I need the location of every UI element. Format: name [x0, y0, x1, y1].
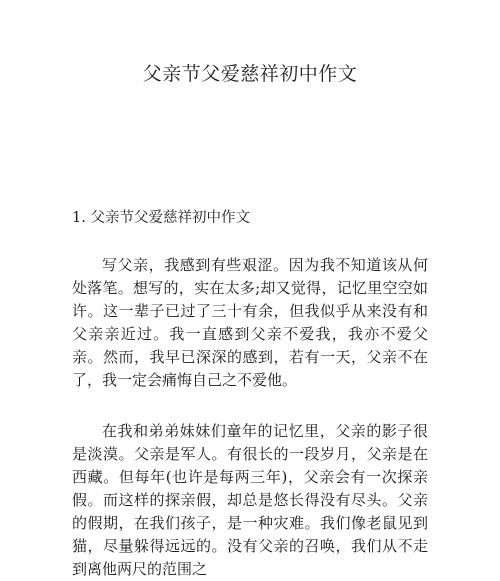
- paragraph-1: 写父亲，我感到有些艰涩。因为我不知道该从何处落笔。想写的，实在太多;却又觉得，记忆里空空如许。这一辈子已过了三十有余，但我似乎从来没有和父亲亲近过。我一直感到父亲不爱我，我亦不爱父亲。然而，我早已深深的感到，若有一天，父亲不在了，我一定会痛悔自己之不爱他。: [72, 256, 428, 389]
- section-heading: 1. 父亲节父爱慈祥初中作文: [72, 210, 250, 226]
- paragraph-2: 在我和弟弟妹妹们童年的记忆里，父亲的影子很是淡漠。父亲是军人。有很长的一段岁月，父亲是在西藏。但每年(也许是每两三年)，父亲会有一次探亲假。而这样的探亲假，却总是悠长得没有尽头。父亲的假期，在我们孩子，是一种灾难。我们像老鼠见到猫，尽量躲得远远的。没有父亲的召唤，我们从不走到离他两尺的范围之: [72, 422, 428, 578]
- document-title: 父亲节父爱慈祥初中作文: [142, 63, 358, 85]
